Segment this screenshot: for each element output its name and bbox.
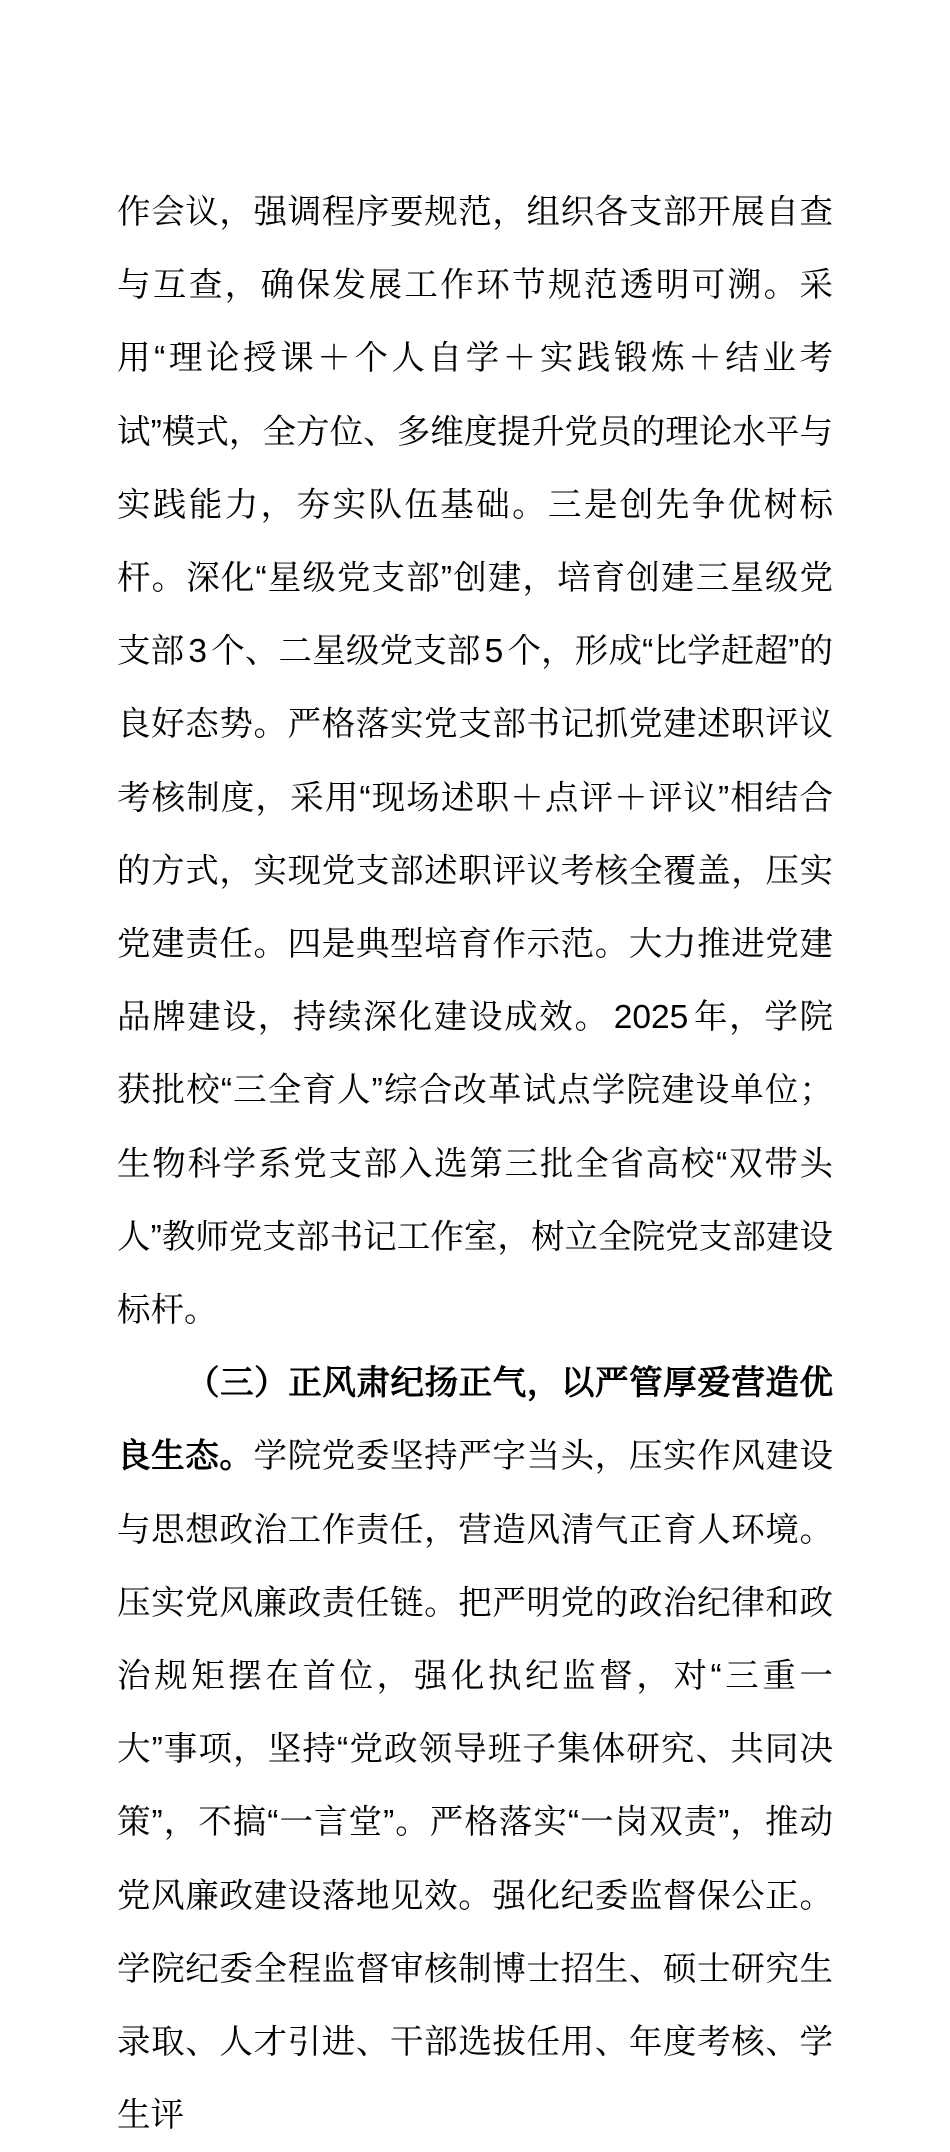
numeric-run: 2025: [613, 999, 689, 1037]
document-text-body: [117, 176, 833, 2152]
numeric-run: 5: [484, 633, 504, 671]
section-heading-text: （三）正风肃纪扬正气，以严管厚爱营造优良生态。: [117, 1365, 833, 1476]
body-text-run: 个，形成“比学赶超”的良好态势。严格落实党支部书记抓党建述职评议考核制度，采用“现场述职＋点评＋评议”相结合的方式，实现党支部述职评议考核全覆盖，压实党建责任。四是典型培育作示范。大力推进党建品牌建设，持续深化建设成效。: [117, 633, 834, 1037]
body-text-run: 作会议，强调程序要规范，组织各支部开展自查与互查，确保发展工作环节规范透明可溯。采用“理论授课＋个人自学＋实践锻炼＋结业考试”模式，全方位、多维度提升党员的理论水平与实践能力，夯实队伍基础。三是创先争优树标杆。深化“星级党支部”创建，培育创建三星级党支部: [117, 194, 833, 671]
para-continuation: [117, 176, 833, 1347]
numeric-run: 3: [188, 633, 208, 671]
body-text-run: 个、二星级党支部: [211, 633, 481, 671]
body-text-run: 学院党委坚持严字当头，压实作风建设与思想政治工作责任，营造风清气正育人环境。压实党风廉政责任链。把严明党的政治纪律和政治规矩摆在首位，强化执纪监督，对“三重一大”事项，坚持“党政领导班子集体研究、共同决策”，不搞“一言堂”。严格落实“一岗双责”，推动党风廉政建设落地见效。强化纪委监督保公正。学院纪委全程监督审核制博士招生、硕士研究生录取、人才引进、干部选拔任用、年度考核、学生评: [117, 1438, 833, 2135]
body-text-run: 年，学院获批校“三全育人”综合改革试点学院建设单位；生物科学系党支部入选第三批全省高校“双带头人”教师党支部书记工作室，树立全院党支部建设标杆。: [117, 999, 834, 1330]
para-section-three: [117, 1347, 833, 2152]
